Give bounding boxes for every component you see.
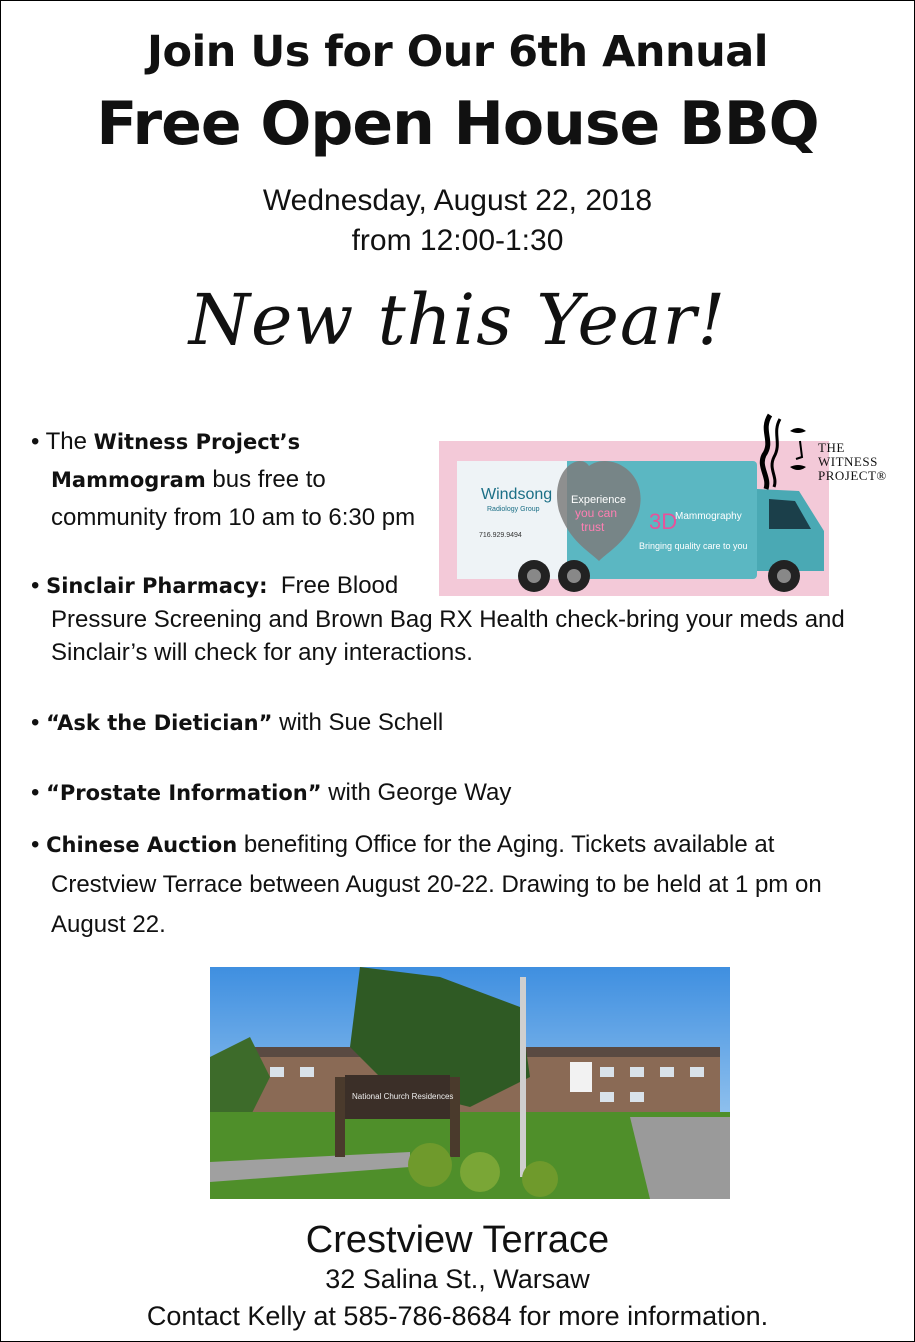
item-prostate-info: • “Prostate Information” with George Way [31,779,512,806]
footer-contact: Contact Kelly at 585-786-8684 for more information. [146,1301,769,1331]
event-date: Wednesday, August 22, 2018 [262,184,653,217]
item-witness-project: • The Witness Project’s Mammogram bus free to community from 10 am to 6:30 pm [31,428,416,531]
face-logo-icon [756,411,816,491]
bullet: • [31,831,47,858]
bus-3d: 3D [649,509,678,534]
witness-logo-line1: THE [818,440,845,455]
bus-phone: 716.929.9494 [479,532,522,539]
footer-place: Crestview Terrace [305,1219,610,1261]
bus-brand-sub: Radiology Group [487,506,540,513]
heading-line1: Join Us for Our 6th Annual [146,27,769,77]
bus-bringing: Bringing quality care to you [639,541,748,551]
new-this-year-title: New this Year! [188,279,727,361]
footer-address: 32 Salina St., Warsaw [325,1264,590,1294]
item-chinese-auction: • Chinese Auction benefiting Office for the Aging. Tickets available at Crestview Terrace between August 20-22. Drawing to be held at 1 pm on August 22. [31,831,822,938]
event-date-block [1,181,914,261]
bus-tagline-1: Experience [571,494,627,506]
bus-mammography: Mammography [675,511,742,522]
witness-logo-line3: PROJECT® [818,468,887,483]
witness-logo-line2: WITNESS [818,454,878,469]
item-sinclair-pharmacy: • Sinclair Pharmacy: Free Blood Pressure Screening and Brown Bag RX Health check-bring your meds and Sinclair’s will check for any interactions. [31,572,845,666]
item-ask-dietician: • “Ask the Dietician” with Sue Schell [31,709,444,736]
witness-project-logo [756,411,896,491]
heading-line2: Free Open House BBQ [96,89,819,159]
crestview-terrace-photo [210,967,730,1199]
bullet: • [31,709,47,736]
bus-tagline-2: you can [575,506,618,520]
event-time: from 12:00-1:30 [351,224,564,257]
bullet: • [31,428,46,455]
bullet: • [31,779,47,806]
bus-brand: Windsong [481,486,553,503]
bus-tagline-3: trust [581,520,605,534]
photo-sign-text: National Church Residences [352,1092,454,1101]
bullet: • [31,572,47,599]
